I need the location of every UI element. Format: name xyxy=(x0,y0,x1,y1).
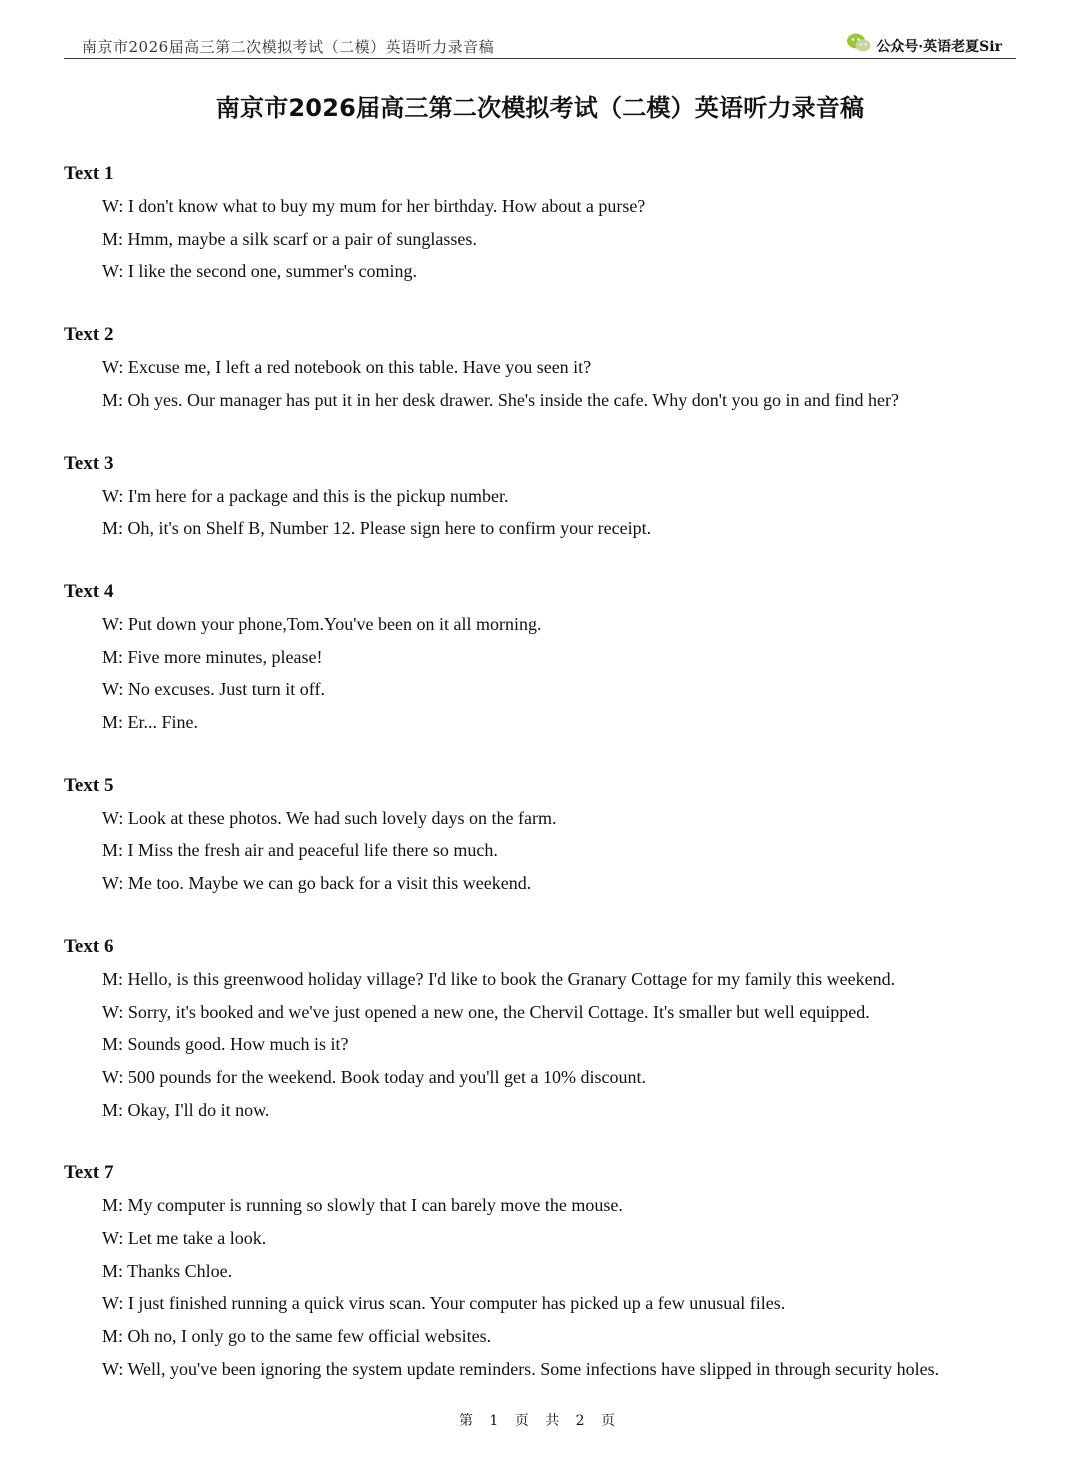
running-title: 南京市2026届高三第二次模拟考试（二模）英语听力录音稿 xyxy=(82,38,495,56)
section-text-2 xyxy=(64,319,1024,416)
dialogue-line: W: Put down your phone,Tom.You've been on it all morning. xyxy=(102,613,542,634)
dialogue-line: M: Er... Fine. xyxy=(102,712,199,733)
section-heading: Text 4 xyxy=(64,580,114,602)
brand xyxy=(846,30,1002,56)
dialogue-line: M: Oh no, I only go to the same few official websites. xyxy=(102,1326,492,1347)
dialogue-line: W: I'm here for a package and this is the pickup number. xyxy=(102,485,509,506)
section-text-5 xyxy=(64,770,1024,900)
dialogue-line: W: Excuse me, I left a red notebook on this table. Have you seen it? xyxy=(102,357,592,378)
dialogue-line: M: Okay, I'll do it now. xyxy=(102,1099,270,1120)
section-heading: Text 6 xyxy=(64,935,114,957)
transcript-content xyxy=(64,158,1024,1417)
dialogue-line: M: My computer is running so slowly that I can barely move the mouse. xyxy=(102,1195,623,1216)
dialogue-line: W: I like the second one, summer's coming. xyxy=(102,261,417,282)
dialogue-line: M: Five more minutes, please! xyxy=(102,646,323,667)
dialogue-line: M: Thanks Chloe. xyxy=(102,1260,233,1281)
section-heading: Text 2 xyxy=(64,324,114,346)
section-text-1 xyxy=(64,158,1024,288)
page-footer: 第 1 页 共 2 页 xyxy=(458,1413,622,1429)
section-text-4 xyxy=(64,576,1024,739)
section-heading: Text 7 xyxy=(64,1162,114,1184)
dialogue-line: M: I Miss the fresh air and peaceful life there so much. xyxy=(102,840,498,861)
section-text-3 xyxy=(64,448,1024,545)
dialogue-line: M: Oh yes. Our manager has put it in her desk drawer. She's inside the cafe. Why don't you go in and find her? xyxy=(102,389,899,410)
dialogue-line: M: Hmm, maybe a silk scarf or a pair of sunglasses. xyxy=(102,228,477,249)
dialogue-line: W: No excuses. Just turn it off. xyxy=(102,679,325,700)
section-heading: Text 5 xyxy=(64,774,114,796)
dialogue-line: W: Let me take a look. xyxy=(102,1228,267,1249)
dialogue-line: W: Well, you've been ignoring the system update reminders. Some infections have slipped in through security holes. xyxy=(102,1358,940,1379)
wechat-icon xyxy=(846,32,872,54)
section-heading: Text 3 xyxy=(64,452,114,474)
section-text-6 xyxy=(64,931,1024,1127)
dialogue-line: M: Oh, it's on Shelf B, Number 12. Please sign here to confirm your receipt. xyxy=(102,518,652,539)
brand-text: 公众号·英语老夏Sir xyxy=(876,39,1002,55)
section-heading: Text 1 xyxy=(64,163,114,184)
dialogue-line: W: I just finished running a quick virus scan. Your computer has picked up a few unusual files. xyxy=(102,1293,786,1314)
document-title: 南京市2026届高三第二次模拟考试（二模）英语听力录音稿 xyxy=(215,94,865,122)
dialogue-line: W: Sorry, it's booked and we've just opened a new one, the Chervil Cottage. It's smaller but well equipped. xyxy=(102,1001,870,1022)
dialogue-line: W: Look at these photos. We had such lovely days on the farm. xyxy=(102,807,557,828)
dialogue-line: W: 500 pounds for the weekend. Book today and you'll get a 10% discount. xyxy=(102,1066,646,1087)
dialogue-line: W: I don't know what to buy my mum for her birthday. How about a purse? xyxy=(102,196,646,216)
section-text-7 xyxy=(64,1157,1024,1385)
dialogue-line: M: Hello, is this greenwood holiday village? I'd like to book the Granary Cottage for my family this weekend. xyxy=(102,968,896,989)
dialogue-line: M: Sounds good. How much is it? xyxy=(102,1034,349,1055)
running-header xyxy=(64,22,1016,59)
dialogue-line: W: Me too. Maybe we can go back for a visit this weekend. xyxy=(102,873,532,894)
